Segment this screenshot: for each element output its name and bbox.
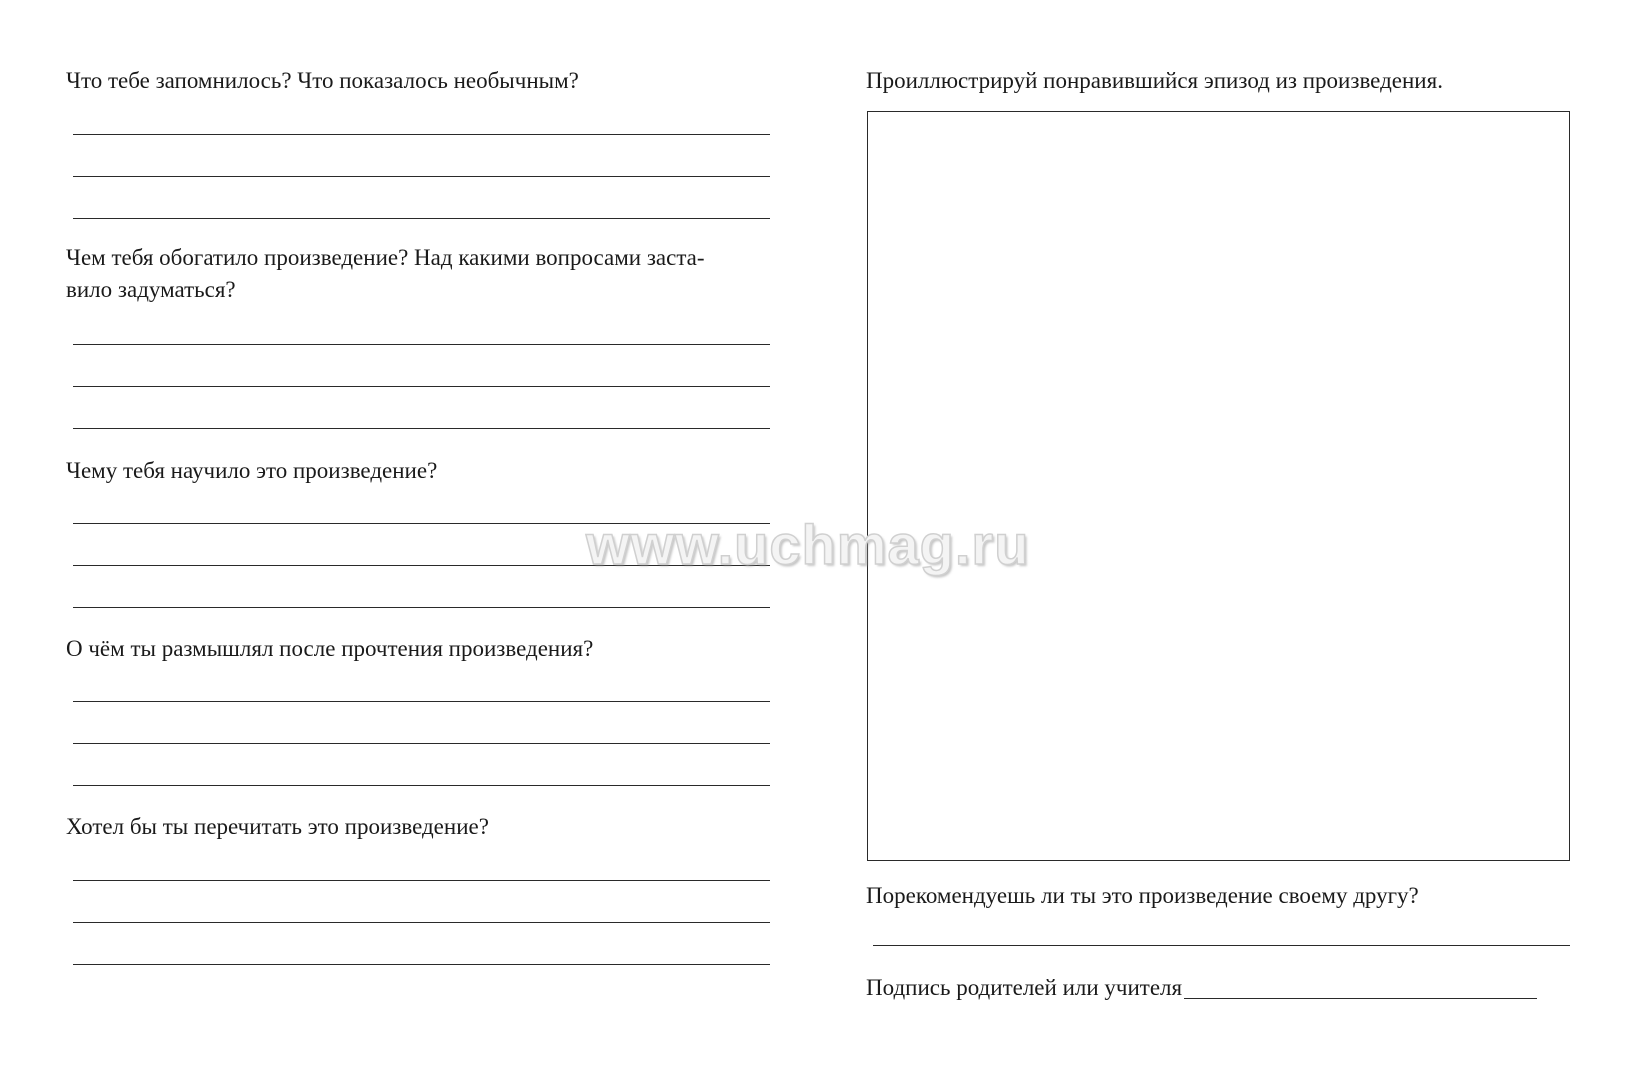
answer-line[interactable] [873,945,1570,946]
question-reread: Хотел бы ты перечитать это произведение? [66,814,489,839]
answer-line[interactable] [73,922,770,923]
answer-line[interactable] [73,743,770,744]
illustrate-prompt: Проиллюстрируй понравившийся эпизод из произведения. [866,68,1443,93]
question-enriched-line1: Чем тебя обогатило произведение? Над какими вопросами заста- [66,245,705,270]
answer-line[interactable] [73,344,770,345]
answer-line[interactable] [73,134,770,135]
question-memorable: Что тебе запомнилось? Что показалось необычным? [66,68,579,93]
answer-line[interactable] [73,428,770,429]
answer-line[interactable] [73,565,770,566]
question-enriched [66,242,705,306]
answer-line[interactable] [73,176,770,177]
answer-line[interactable] [73,386,770,387]
answer-line[interactable] [73,785,770,786]
signature-label: Подпись родителей или учителя [866,975,1183,1000]
signature-line[interactable] [1184,998,1537,999]
answer-line[interactable] [73,218,770,219]
watermark: www.uchmag.ru [586,513,1030,576]
question-enriched-line2: вило задуматься? [66,277,236,302]
answer-line[interactable] [73,607,770,608]
answer-line[interactable] [73,701,770,702]
question-reflected: О чём ты размышлял после прочтения произведения? [66,636,594,661]
illustration-box[interactable] [867,111,1570,861]
question-learned: Чему тебя научило это произведение? [66,458,438,483]
answer-line[interactable] [73,880,770,881]
answer-line[interactable] [73,523,770,524]
question-recommend: Порекомендуешь ли ты это произведение своему другу? [866,883,1419,908]
signature-row [866,972,1537,1004]
answer-line[interactable] [73,964,770,965]
